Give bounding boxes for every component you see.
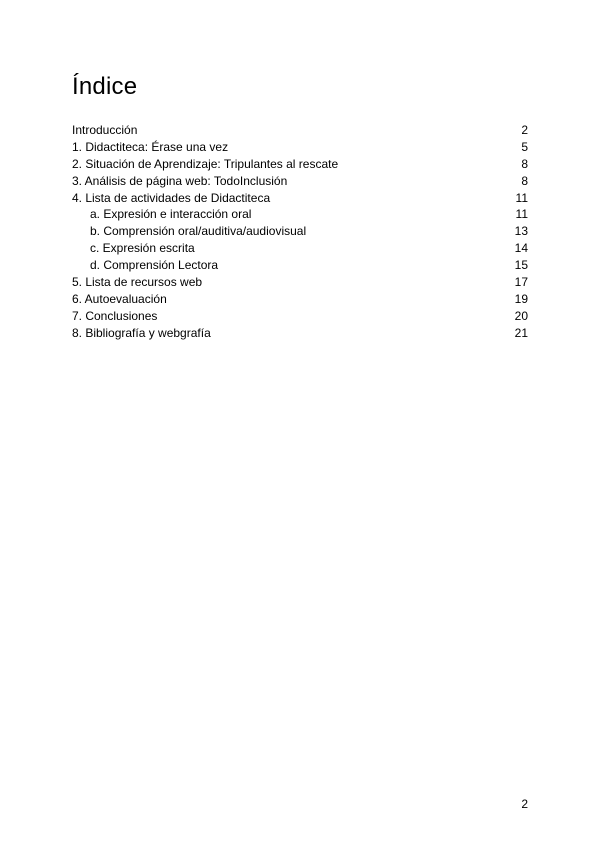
toc-entry-label: 7. Conclusiones (72, 308, 158, 323)
toc-entry-conclusiones[interactable] (72, 308, 528, 325)
toc-entry-page: 15 (514, 258, 528, 273)
toc-entry-label: c. Expresión escrita (90, 241, 195, 256)
toc-subentry-expresion-escrita[interactable] (72, 240, 528, 257)
toc-entry-page: 11 (515, 207, 528, 222)
toc-entry-page: 19 (514, 291, 528, 306)
toc-entry-page: 8 (521, 173, 528, 188)
toc-entry-label: 3. Análisis de página web: TodoInclusión (72, 173, 288, 188)
toc-entry-label: 8. Bibliografía y webgrafía (72, 325, 211, 340)
toc-entry-label: 1. Didactiteca: Érase una vez (72, 139, 229, 154)
toc-entry-page: 8 (521, 156, 528, 171)
toc-entry-page: 11 (515, 190, 528, 205)
toc-entry-page: 5 (521, 139, 528, 154)
toc-entry-page: 2 (521, 123, 528, 137)
toc-entry-label: Introducción (72, 123, 138, 137)
toc-entry-page: 13 (514, 224, 528, 239)
toc-entry-situacion-aprendizaje[interactable] (72, 156, 528, 173)
toc-entry-label: 5. Lista de recursos web (72, 275, 203, 290)
toc-entry-analisis-pagina-web[interactable] (72, 173, 528, 190)
toc-entry-label: 6. Autoevaluación (72, 291, 167, 306)
toc-entry-introduccion[interactable] (72, 122, 528, 139)
toc-subentry-comprension-lectora[interactable] (72, 257, 528, 274)
toc-entry-label: 4. Lista de actividades de Didactiteca (72, 190, 271, 205)
toc-entry-label: a. Expresión e interacción oral (90, 207, 252, 222)
page-number: 2 (521, 797, 528, 811)
toc-entry-label: b. Comprensión oral/auditiva/audiovisual (90, 224, 307, 239)
toc-entry-lista-actividades[interactable] (72, 190, 528, 207)
toc-subentry-expresion-oral[interactable] (72, 206, 528, 223)
toc-entry-page: 21 (514, 325, 528, 340)
toc-entry-label: 2. Situación de Aprendizaje: Tripulantes al rescate (72, 156, 339, 171)
toc-entry-page: 20 (514, 308, 528, 323)
table-of-contents (72, 122, 528, 342)
toc-entry-page: 17 (514, 275, 528, 290)
toc-entry-bibliografia[interactable] (72, 325, 528, 342)
page-title: Índice (72, 73, 138, 100)
toc-entry-page: 14 (514, 241, 528, 256)
toc-subentry-comprension-oral[interactable] (72, 223, 528, 240)
toc-entry-didactiteca[interactable] (72, 139, 528, 156)
toc-entry-label: d. Comprensión Lectora (90, 258, 219, 273)
toc-entry-recursos-web[interactable] (72, 274, 528, 291)
toc-entry-autoevaluacion[interactable] (72, 291, 528, 308)
